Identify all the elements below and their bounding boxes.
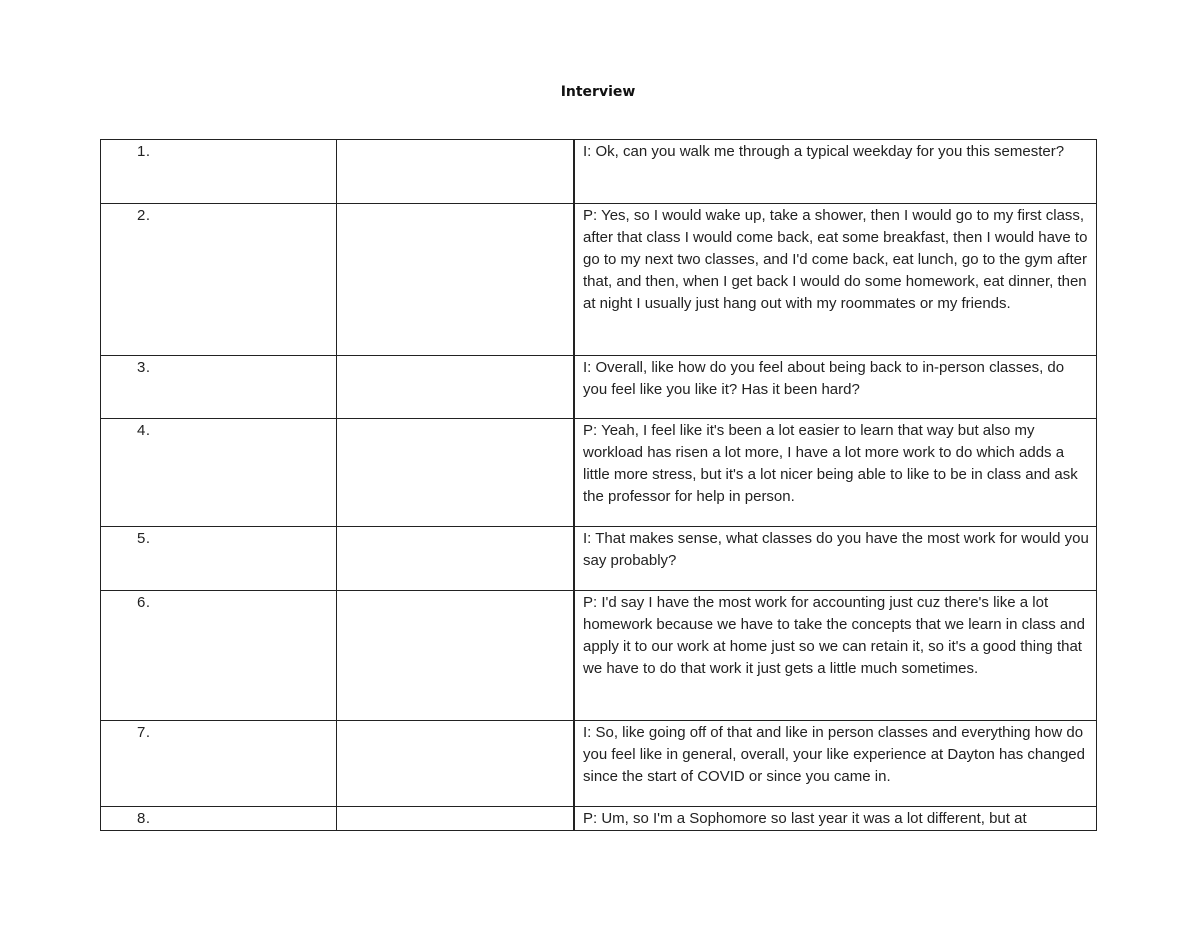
transcript-cell [574,591,1097,721]
table-row [101,527,1097,591]
table-row [101,140,1097,204]
line-number-cell [101,527,337,591]
interview-table [100,139,1097,831]
code-cell [337,140,575,204]
line-number: 1. [137,143,151,160]
code-cell [337,807,575,831]
transcript-cell [574,807,1097,831]
line-number: 3. [137,359,151,376]
line-number: 8. [137,810,151,827]
transcript-text: I: Ok, can you walk me through a typical weekday for you this semester? [583,143,1065,160]
transcript-text: I: Overall, like how do you feel about being back to in-person classes, do you feel like you like it? Has it been hard? [583,359,1065,398]
code-cell [337,419,575,527]
transcript-cell [574,204,1097,356]
line-number-cell [101,356,337,419]
table-row [101,721,1097,807]
line-number: 2. [137,207,151,224]
transcript-text: P: Yeah, I feel like it's been a lot easier to learn that way but also my workload has risen a lot more, I have a lot more work to do which adds a little more stress, but it's a lot nicer being able to like to be in class and ask the professor for help in person. [583,422,1078,505]
transcript-cell [574,419,1097,527]
table-row [101,356,1097,419]
line-number: 5. [137,530,151,547]
code-cell [337,527,575,591]
transcript-cell [574,527,1097,591]
transcript-text: I: That makes sense, what classes do you have the most work for would you say probably? [583,530,1089,569]
line-number-cell [101,419,337,527]
line-number: 6. [137,594,151,611]
transcript-cell [574,140,1097,204]
transcript-text: I: So, like going off of that and like in person classes and everything how do you feel like in general, overall, your like experience at Dayton has changed since the start of COVID or since you came in. [583,724,1085,785]
code-cell [337,356,575,419]
table-row [101,204,1097,356]
page-title: Interview [560,84,636,100]
transcript-text: P: Yes, so I would wake up, take a shower, then I would go to my first class, after that class I would come back, eat some breakfast, then I would have to go to my next two classes, and I'd come back, eat lunch, go to the gym after that, and then, when I get back I would do some homework, eat dinner, then at night I usually just hang out with my roommates or my friends. [583,207,1088,312]
table-row [101,807,1097,831]
transcript-text: P: Um, so I'm a Sophomore so last year it was a lot different, but at [583,810,1027,827]
transcript-cell [574,721,1097,807]
code-cell [337,591,575,721]
code-cell [337,204,575,356]
line-number-cell [101,140,337,204]
code-cell [337,721,575,807]
table-row [101,419,1097,527]
line-number: 7. [137,724,151,741]
table-row [101,591,1097,721]
line-number-cell [101,591,337,721]
transcript-cell [574,356,1097,419]
line-number-cell [101,721,337,807]
line-number-cell [101,204,337,356]
line-number: 4. [137,422,151,439]
line-number-cell [101,807,337,831]
transcript-text: P: I'd say I have the most work for accounting just cuz there's like a lot homework because we have to take the concepts that we learn in class and apply it to our work at home just so we can retain it, so it's a good thing that we have to do that work it just gets a little much sometimes. [583,594,1085,677]
